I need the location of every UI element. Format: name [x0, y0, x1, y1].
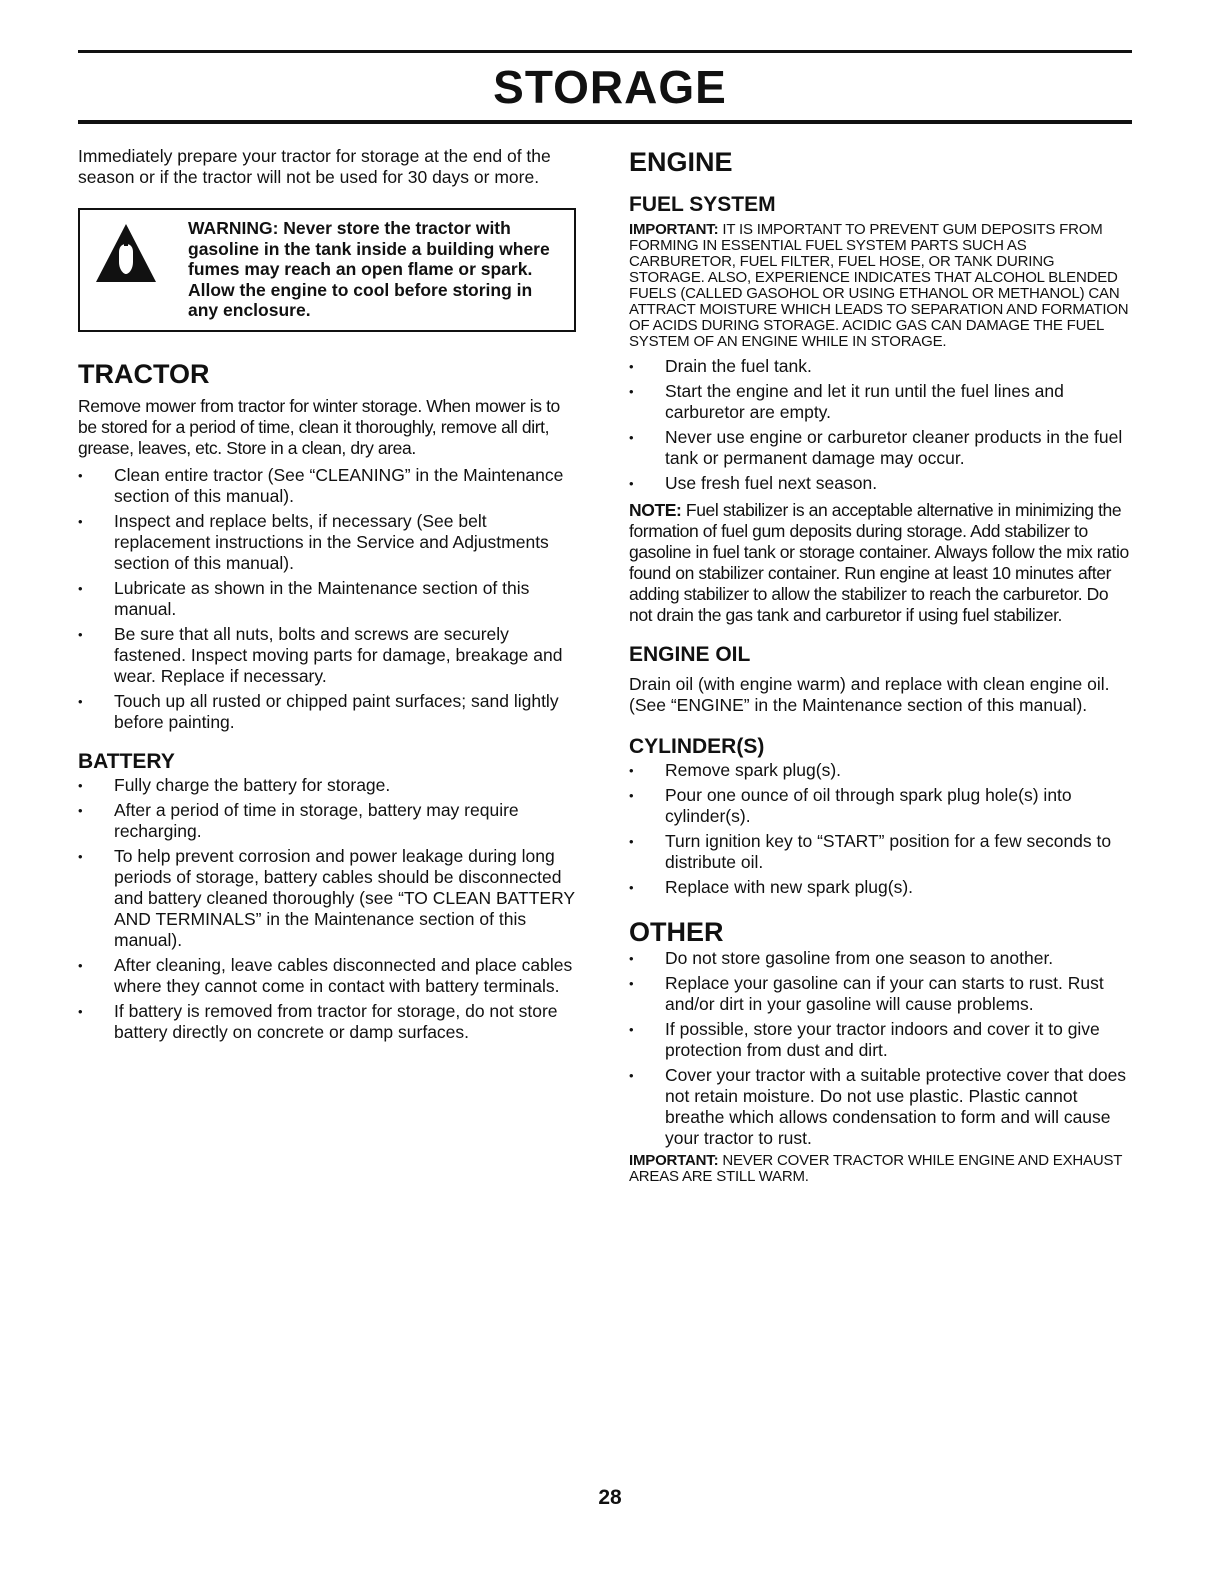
page-title: STORAGE — [493, 61, 727, 113]
right-column — [629, 146, 1130, 1185]
list-item: • Clean entire tractor (See “CLEANING” in the Maintenance section of this manual). — [78, 465, 576, 507]
page-number: 28 — [598, 1486, 622, 1509]
list-item: • Lubricate as shown in the Maintenance section of this manual. — [78, 578, 576, 620]
fuel-system-list — [629, 356, 1130, 494]
list-item: • Fully charge the battery for storage. — [78, 775, 576, 796]
tractor-body: Remove mower from tractor for winter storage. When mower is to be stored for a period of time, clean it thoroughly, remove all dirt, grease, leaves, etc. Store in a clean, dry area. — [78, 396, 560, 458]
list-item: • Use fresh fuel next season. — [629, 473, 1130, 494]
list-item: • Inspect and replace belts, if necessary (See belt replacement instructions in the Service and Adjustments section of this manual). — [78, 511, 576, 574]
list-item: • If battery is removed from tractor for storage, do not store battery directly on concrete or damp surfaces. — [78, 1001, 576, 1043]
cylinders-list — [629, 760, 1130, 898]
important-text: NEVER COVER TRACTOR WHILE ENGINE AND EXHAUST AREAS ARE STILL WARM. — [629, 1152, 1122, 1185]
cylinders-heading: CYLINDER(S) — [629, 735, 765, 758]
list-item: • Drain the fuel tank. — [629, 356, 1130, 377]
list-item: • Touch up all rusted or chipped paint surfaces; sand lightly before painting. — [78, 691, 576, 733]
warning-text: WARNING: Never store the tractor with gasoline in the tank inside a building where fumes may reach an open flame or spark. Allow the engine to cool before storing in any enclosure. — [188, 218, 550, 320]
list-item: • After a period of time in storage, battery may require recharging. — [78, 800, 576, 842]
fuel-system-heading: FUEL SYSTEM — [629, 193, 776, 216]
other-important — [629, 1153, 1130, 1185]
battery-list — [78, 775, 576, 1043]
fuel-note — [629, 500, 1130, 626]
list-item: • Replace with new spark plug(s). — [629, 877, 1130, 898]
note-label: NOTE: — [629, 500, 682, 520]
list-item: • Never use engine or carburetor cleaner products in the fuel tank or permanent damage may occur. — [629, 427, 1130, 469]
other-list — [629, 948, 1130, 1149]
left-column — [78, 146, 576, 1047]
list-item: • Be sure that all nuts, bolts and screws are securely fastened. Inspect moving parts for damage, breakage and wear. Replace if necessary. — [78, 624, 576, 687]
note-text: Fuel stabilizer is an acceptable alternative in minimizing the formation of fuel gum deposits during storage. Add stabilizer to gasoline in fuel tank or storage container. Always follow the mix ratio found on stabilizer container. Run engine at least 10 minutes after adding stabilizer to allow the stabilizer to reach the carburetor. Do not drain the gas tank and carburetor if using fuel stabilizer. — [629, 500, 1129, 625]
tractor-list — [78, 465, 576, 733]
engine-oil-heading: ENGINE OIL — [629, 643, 751, 666]
top-rule — [78, 50, 1132, 53]
list-item: • Pour one ounce of oil through spark plug hole(s) into cylinder(s). — [629, 785, 1130, 827]
engine-heading: ENGINE — [629, 147, 733, 177]
tractor-heading: TRACTOR — [78, 359, 210, 389]
list-item: • Replace your gasoline can if your can starts to rust. Rust and/or dirt in your gasoline will cause problems. — [629, 973, 1130, 1015]
engine-oil-body: Drain oil (with engine warm) and replace with clean engine oil. (See “ENGINE” in the Maintenance section of this manual). — [629, 674, 1110, 715]
warning-box — [78, 208, 576, 332]
intro-text: Immediately prepare your tractor for storage at the end of the season or if the tractor will not be used for 30 days or more. — [78, 146, 551, 187]
important-text: IT IS IMPORTANT TO PREVENT GUM DEPOSITS FROM FORMING IN ESSENTIAL FUEL SYSTEM PARTS SUCH AS CARBURETOR, FUEL FILTER, FUEL HOSE, OR TANK DURING STORAGE. ALSO, EXPERIENCE INDICATES THAT ALCOHOL BLENDED FUELS (CALLED GASOHOL OR USING ETHANOL OR METHANOL) CAN ATTRACT MOISTURE WHICH LEADS TO SEPARATION AND FORMATION OF ACIDS DURING STORAGE. ACIDIC GAS CAN DAMAGE THE FUEL SYSTEM OF AN ENGINE WHILE IN STORAGE. — [629, 221, 1129, 350]
battery-heading: BATTERY — [78, 750, 175, 773]
list-item: • Turn ignition key to “START” position for a few seconds to distribute oil. — [629, 831, 1130, 873]
fuel-system-important — [629, 222, 1130, 350]
important-label: IMPORTANT: — [629, 1152, 719, 1169]
list-item: • Start the engine and let it run until the fuel lines and carburetor are empty. — [629, 381, 1130, 423]
title-underline — [78, 120, 1132, 124]
list-item: • Cover your tractor with a suitable protective cover that does not retain moisture. Do not use plastic. Plastic cannot breathe which allows condensation to form and will cause your tractor to rust. — [629, 1065, 1130, 1149]
other-heading: OTHER — [629, 917, 724, 947]
warning-triangle-icon — [94, 222, 158, 286]
important-label: IMPORTANT: — [629, 221, 719, 238]
list-item: • Remove spark plug(s). — [629, 760, 1130, 781]
list-item: • To help prevent corrosion and power leakage during long periods of storage, battery cables should be disconnected and battery cleaned thoroughly (see “TO CLEAN BATTERY AND TERMINALS” in the Maintenance section of this manual). — [78, 846, 576, 951]
list-item: • If possible, store your tractor indoors and cover it to give protection from dust and dirt. — [629, 1019, 1130, 1061]
list-item: • Do not store gasoline from one season to another. — [629, 948, 1130, 969]
list-item: • After cleaning, leave cables disconnected and place cables where they cannot come in contact with battery terminals. — [78, 955, 576, 997]
